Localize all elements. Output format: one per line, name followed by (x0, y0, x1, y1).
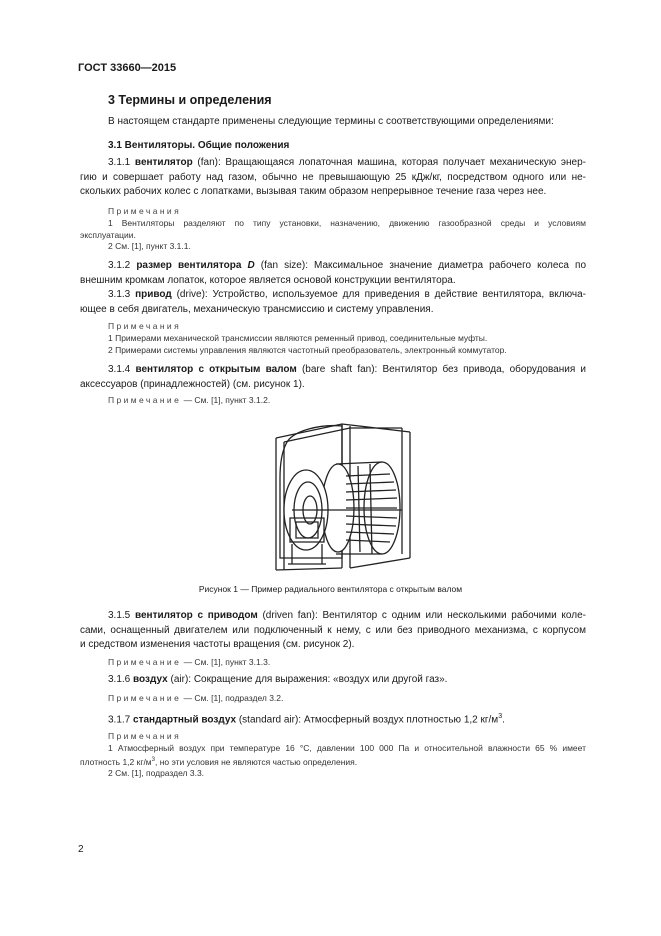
term-3-1-3-line-2: ющее в себя двигатель, механическую трансмиссию и систему управления. (80, 303, 434, 315)
term-definition: (bare shaft fan): Вентилятор без привода, оборудования и (296, 364, 587, 375)
note-label: Примечание (108, 395, 182, 405)
term-3-1-5-line-2: сами, оснащенный двигателем или подключенный к нему, с или без приводного механизма, с корпусом (80, 624, 586, 636)
term-definition: (air): Сокращение для выражения: «воздух или другой газ». (167, 674, 448, 685)
notes-3-1-1 (80, 218, 586, 253)
note-1: 1 Примерами механической трансмиссии являются ременный привод, соединительные муфты. (108, 333, 488, 343)
note-1-line-1: 1 Атмосферный воздух при температуре 16 °С, давлении 100 000 Па и относительной влажности 65 % имеет (108, 743, 586, 753)
term-name: вентилятор с открытым валом (135, 364, 297, 375)
term-number: 3.1.3 (108, 289, 131, 300)
term-3-1-1-line-3: скольких рабочих колес с лопатками, вызывая таким образом непрерывное течение газа через нее. (80, 186, 547, 198)
term-name: размер вентилятора (136, 260, 242, 271)
term-3-1-5 (80, 609, 586, 653)
note-label: Примечание (108, 657, 182, 667)
term-3-1-3 (80, 288, 586, 317)
subsection-title: 3.1 Вентиляторы. Общие положения (108, 140, 290, 151)
page-number: 2 (78, 844, 84, 855)
term-3-1-4 (80, 363, 586, 392)
note-text: плотность 1,2 кг/м (80, 756, 152, 767)
term-number: 3.1.6 (108, 674, 131, 685)
term-3-1-2-line-1 (80, 259, 586, 274)
notes-3-1-3 (80, 333, 586, 356)
superscript: 3 (498, 713, 503, 720)
term-definition: (fan): Вращающаяся лопаточная машина, которая получает механическую энер- (192, 157, 587, 168)
term-3-1-3-line-1 (80, 288, 586, 303)
term-definition: (driven fan): Вентилятор с одним или несколькими рабочими коле- (257, 610, 586, 621)
note-text: — См. [1], пункт 3.1.2. (181, 395, 271, 405)
term-number: 3.1.7 (108, 714, 131, 726)
note-text: — См. [1], подраздел 3.2. (181, 693, 284, 703)
note-1-line-2 (80, 755, 586, 768)
note-text: , но эти условия не являются частью определения. (155, 756, 358, 767)
section-intro: В настоящем стандарте применены следующие термины с соответствующими определениями: (108, 116, 554, 127)
term-3-1-5-line-1 (80, 609, 586, 624)
figure-1-caption: Рисунок 1 — Пример радиального вентилятора с открытым валом (198, 584, 463, 594)
note-2: 2 См. [1], подраздел 3.3. (108, 767, 205, 778)
term-3-1-4-line-2: аксессуаров (принадлежностей) (см. рисунок 1). (80, 378, 305, 390)
notes-header: Примечания (108, 206, 182, 216)
notes-header: Примечания (108, 321, 182, 331)
term-name: привод (135, 289, 172, 300)
note-2: 2 См. [1], пункт 3.1.1. (108, 241, 191, 251)
notes-3-1-7 (80, 743, 586, 779)
note-3-1-5 (108, 657, 270, 669)
note-label: Примечание (108, 693, 182, 703)
term-3-1-2-line-2: внешним кромкам лопаток, которое является основой конструкции вентилятора. (80, 274, 456, 286)
term-definition: (drive): Устройство, используемое для приведения в действие вентилятора, включа- (171, 289, 586, 300)
note-text: — См. [1], пункт 3.1.3. (181, 657, 271, 667)
section-title: 3 Термины и определения (108, 93, 272, 107)
term-name: вентилятор с приводом (134, 610, 258, 621)
note-3-1-6 (108, 693, 283, 705)
term-3-1-1 (80, 156, 586, 200)
term-number: 3.1.1 (108, 157, 131, 168)
term-definition: (standard air): Атмосферный воздух плотностью 1,2 кг/м (236, 714, 499, 726)
term-number: 3.1.2 (108, 260, 131, 271)
figure-1-fan-drawing (262, 418, 430, 578)
note-3-1-4 (108, 395, 270, 407)
term-name: воздух (133, 674, 168, 685)
note-1-line-1: 1 Вентиляторы разделяют по типу установки, назначению, движению газообразной среды и условиям (108, 218, 586, 228)
term-3-1-1-line-2: гию и совершает работу над газом, обычно не превышающую 25 кДж/кг, посредством одного или не- (80, 171, 586, 183)
term-variable: D (247, 260, 255, 271)
term-3-1-7 (108, 710, 505, 728)
term-end: . (502, 714, 505, 726)
superscript: 3 (151, 756, 155, 763)
note-2: 2 Примерами системы управления являются частотный преобразователь, электронный коммутатор. (108, 344, 507, 355)
term-definition: (fan size): Максимальное значение диаметра рабочего колеса по (254, 260, 587, 271)
term-3-1-1-line-1 (80, 156, 586, 171)
term-3-1-5-line-3: и средством изменения частоты вращения (см. рисунок 2). (80, 639, 355, 651)
term-name: вентилятор (134, 157, 193, 168)
term-number: 3.1.4 (108, 364, 131, 375)
term-3-1-2 (80, 259, 586, 288)
notes-header: Примечания (108, 731, 182, 741)
term-3-1-4-line-1 (80, 363, 586, 378)
term-3-1-6 (108, 673, 447, 688)
document-header: ГОСТ 33660—2015 (78, 62, 177, 74)
term-number: 3.1.5 (108, 610, 131, 621)
term-name: стандартный воздух (133, 714, 237, 726)
note-1-line-2: эксплуатации. (80, 229, 136, 240)
